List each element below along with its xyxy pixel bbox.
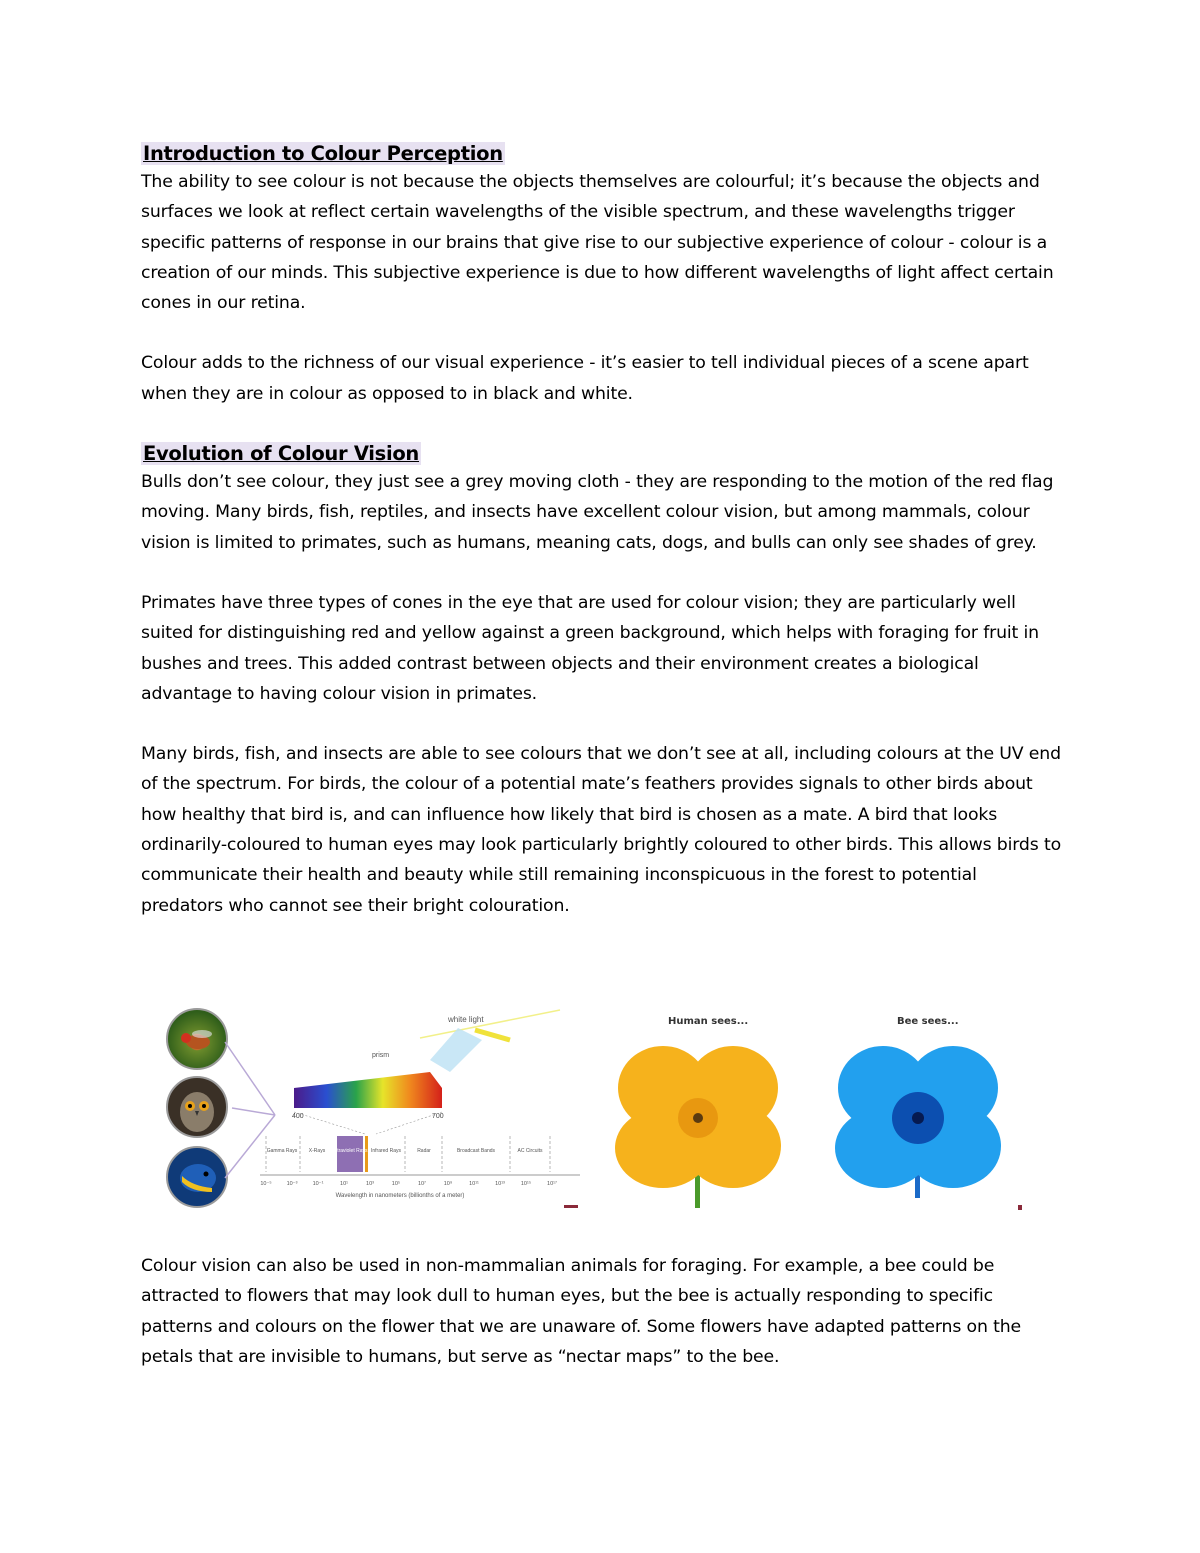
bee-sees-label: Bee sees...	[897, 1016, 959, 1027]
prism-label: prism	[372, 1052, 390, 1059]
band-label-ac: AC Circuits	[517, 1148, 543, 1154]
small-marker-left	[564, 1205, 578, 1208]
spectrum-band-dividers	[266, 1136, 550, 1172]
tick-label: 10¹¹	[469, 1181, 479, 1187]
human-sees-label: Human sees...	[668, 1016, 749, 1027]
angelfish-image	[166, 1146, 228, 1208]
small-marker-right	[1018, 1205, 1022, 1210]
human-flower-image	[608, 1028, 788, 1208]
section-heading-evolution: Evolution of Colour Vision	[143, 442, 420, 466]
tick-label: 10⁹	[443, 1181, 453, 1187]
tick-label: 10⁵	[391, 1181, 401, 1187]
lines-to-animals	[225, 1042, 275, 1178]
evolution-paragraph-3: Many birds, fish, and insects are able to see colours that we don’t see at all, including colours at the UV end of the spectrum. For birds, the colour of a potential mate’s feathers provides signals to other birds about how healthy that bird is, and can influence how likely that bird is chosen as a mate. A bird that looks ordinarily-coloured to human eyes may look particularly brightly coloured to other birds. This allows birds to communicate their health and beauty while still remaining inconspicuous in the forest to potential predators who cannot see their bright colouration.	[141, 744, 1061, 916]
white-light-arrow	[475, 1030, 510, 1040]
range-right-label: 700	[432, 1113, 444, 1120]
spectrum-axis-label: Wavelength in nanometers (billionths of a meter)	[335, 1193, 465, 1199]
electromagnetic-spectrum-diagram	[220, 1000, 590, 1215]
tick-label: 10⁻¹	[312, 1181, 324, 1187]
fruit-fly-image	[166, 1008, 228, 1070]
tick-label: 10¹	[340, 1181, 348, 1187]
document-body	[141, 142, 1061, 921]
intro-paragraph-1: The ability to see colour is not because the objects themselves are colourful; it’s because the objects and surfaces we look at reflect certain wavelengths of the visible spectrum, and these wavelengths trigger specific patterns of response in our brains that give rise to our subjective experience of colour - colour is a creation of our minds. This subjective experience is due to how different wavelengths of light affect certain cones in our retina.	[141, 172, 1054, 314]
band-label-broadcast: Broadcast Bands	[456, 1148, 496, 1154]
band-label-xrays: X-Rays	[308, 1148, 326, 1154]
band-label-gamma: Gamma Rays	[266, 1148, 298, 1154]
closing-paragraph: Colour vision can also be used in non-mammalian animals for foraging. For example, a bee could be attracted to flowers that may look dull to human eyes, but the bee is actually responding to specific patterns and colours on the flower that we are unaware of. Some flowers have adapted patterns on the petals that are invisible to humans, but serve as “nectar maps” to the bee.	[141, 1256, 1022, 1367]
range-left-label: 400	[292, 1113, 304, 1120]
tick-label: 10⁷	[417, 1181, 427, 1187]
tick-label: 10¹³	[495, 1181, 505, 1187]
visible-marker	[365, 1136, 368, 1172]
bee-flower-image	[828, 1028, 1008, 1208]
tick-label: 10¹⁷	[547, 1181, 557, 1187]
band-label-radar: Radar	[417, 1148, 431, 1154]
section-heading-intro: Introduction to Colour Perception	[143, 142, 503, 165]
tick-label: 10⁻⁵	[260, 1181, 272, 1187]
intro-paragraph-2: Colour adds to the richness of our visual experience - it’s easier to tell individual pieces of a scene apart when they are in colour as opposed to in black and white.	[141, 353, 1029, 404]
tick-label: 10⁻³	[286, 1181, 298, 1187]
tick-label: 10³	[366, 1181, 374, 1187]
ultraviolet-highlight	[337, 1136, 363, 1172]
evolution-paragraph-2: Primates have three types of cones in the eye that are used for colour vision; they are particularly well suited for distinguishing red and yellow against a green background, which helps with foraging for fruit in bushes and trees. This added contrast between objects and their environment creates a biological advantage to having colour vision in primates.	[141, 592, 1039, 704]
band-label-infrared: Infrared Rays	[370, 1148, 402, 1154]
band-label-uv: Ultraviolet Rays	[332, 1148, 368, 1154]
visible-spectrum-band	[294, 1072, 442, 1108]
tick-label: 10¹⁵	[520, 1181, 532, 1187]
white-light-label: white light	[448, 1015, 484, 1024]
owl-image	[166, 1076, 228, 1138]
evolution-paragraph-1: Bulls don’t see colour, they just see a grey moving cloth - they are responding to the motion of the red flag moving. Many birds, fish, reptiles, and insects have excellent colour vision, but among mammals, colour vision is limited to primates, such as humans, meaning cats, dogs, and bulls can only see shades of grey.	[141, 472, 1054, 553]
colour-vision-figure	[160, 1000, 1040, 1220]
